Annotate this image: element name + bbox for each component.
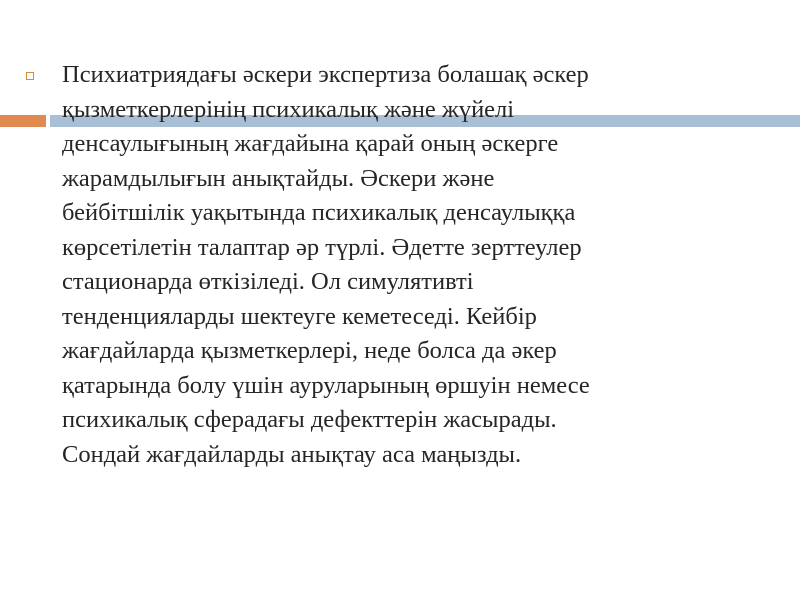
slide-body-text: Психиатриядағы әскери экспертиза болашақ әскер қызметкерлерінің психикалық және жүйелі денсаулығының жағдайына қарай оның әскерге жарамдылығын анықтайды. Әскери және бейбітшілік уақытында психикалық денсаулыққа көрсетілетін талаптар әр түрлі. Әдетте зерттеулер стационарда өткізіледі. Ол симулятивті тенденцияларды шектеуге кеметеседі. Кейбір жағдайларда қызметкерлері, неде болса да әкер қатарында болу үшін ауруларының өршуін немесе психикалық сферадағы дефекттерін жасырады. Сондай жағдайларды анықтау аса маңызды.: [62, 61, 590, 468]
hollow-square-bullet-icon: [26, 72, 34, 80]
accent-bar-orange: [0, 115, 46, 127]
